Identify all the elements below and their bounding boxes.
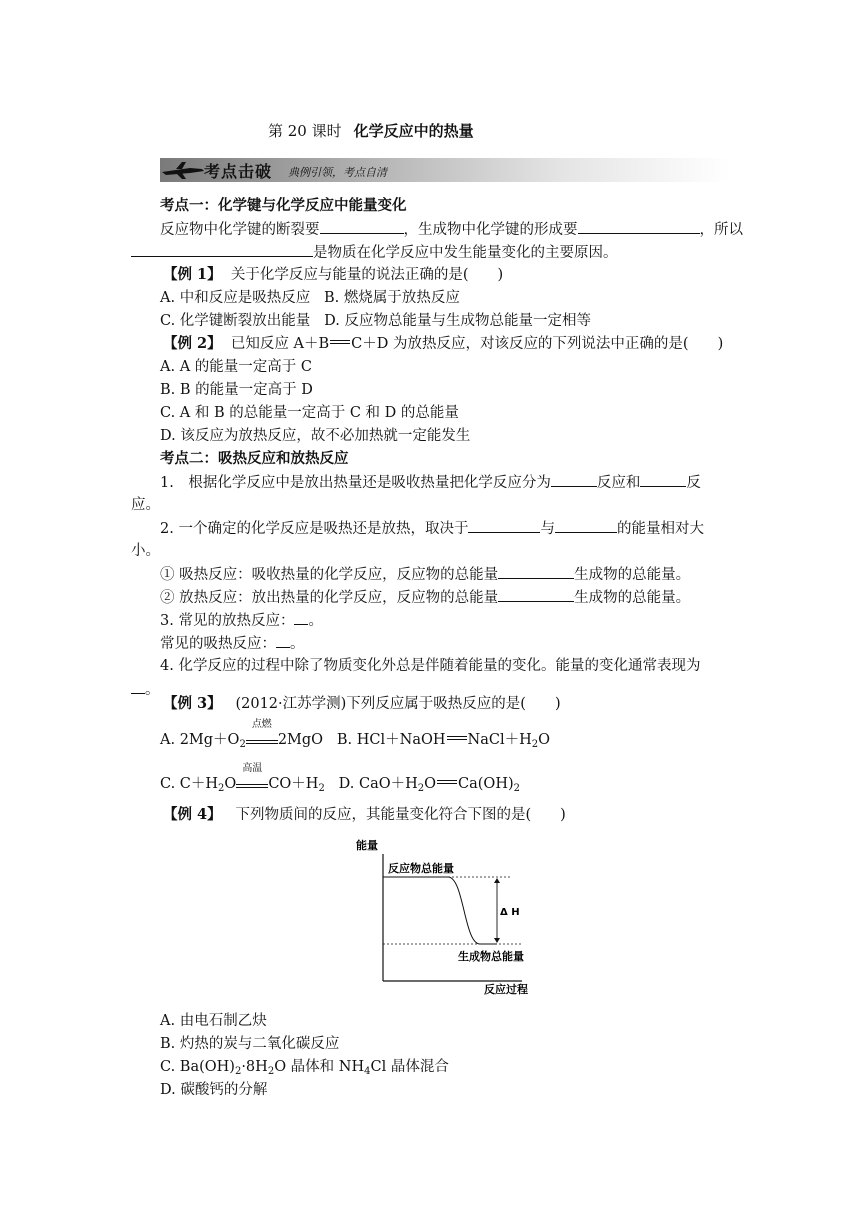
option-d[interactable]: D. $CaO+H_2O$ $Ca(OH)_2$ xyxy=(338,776,520,794)
delta-h-label: Δ H xyxy=(500,907,520,918)
lesson-number: 第 20 课时 xyxy=(268,122,342,140)
option-c[interactable]: C. 化学键断裂放出能量 xyxy=(160,313,311,329)
y-axis-label: 能量 xyxy=(356,839,378,852)
ex4-option-c[interactable]: C. $Ba(OH)_2\cdot 8H_2O$ 晶体和 $NH_4Cl$ 晶体混合 xyxy=(160,1059,449,1077)
ex4-question: 【例 4】 下列物质间的反应，其能量变化符合下图的是( ) xyxy=(163,806,566,823)
ex4-option-b[interactable]: B. 灼热的炭与二氧化碳反应 xyxy=(160,1036,340,1052)
equals-sign xyxy=(330,340,350,344)
product-energy-label: 生成物总能量 xyxy=(458,950,524,963)
ex1-question: 【例 1】 关于化学反应与能量的说法正确的是( ) xyxy=(163,266,504,283)
ex2-option-a[interactable]: A. A 的能量一定高于 C xyxy=(160,359,312,375)
ex3-options-cd xyxy=(160,763,520,799)
kp2-endothermic: ① 吸热反应：吸收热量的化学反应，反应物的总能量 生成物的总能量。 xyxy=(160,564,690,585)
ex2-question: 【例 2】 已知反应 A＋B C＋D 为放热反应，对该反应的下列说法中正确的是( ) xyxy=(163,335,724,352)
answer-blank[interactable] xyxy=(131,242,313,257)
kp2-p1: 1. 根据化学反应中是放出热量还是吸收热量把化学反应分为 反应和 反 xyxy=(160,472,701,493)
kp2-p4: 4. 化学反应的过程中除了物质变化外总是伴随着能量的变化。能量的变化通常表现为 xyxy=(160,658,701,674)
ex2-option-d[interactable]: D. 该反应为放热反应，故不必加热就一定能发生 xyxy=(160,428,471,444)
section-banner xyxy=(160,158,730,182)
ex3-options-ab xyxy=(160,719,550,755)
ex1-options-ab xyxy=(160,288,460,308)
kp1-line1: 反应物中化学键的断裂要 ，生成物中化学键的形成要 ，所以 xyxy=(160,219,743,240)
ex3-question: 【例 3】 (2012·江苏学测)下列反应属于吸热反应的是( ) xyxy=(163,695,561,712)
condition-label: 高温 xyxy=(242,763,263,774)
option-b[interactable]: B. HCl＋NaOH $NaCl+H_2O$ xyxy=(336,732,550,750)
ex4-option-a[interactable]: A. 由电石制乙炔 xyxy=(160,1013,267,1029)
kp2-heading: 考点二：吸热反应和放热反应 xyxy=(160,450,349,467)
kp2-p4-end: 。 xyxy=(131,679,160,700)
jet-icon xyxy=(160,160,206,180)
kp1-line2: 是物质在化学反应中发生能量变化的主要原因。 xyxy=(131,242,618,263)
ex1-options-cd xyxy=(160,311,591,331)
kp2-p2: 2. 一个确定的化学反应是吸热还是放热，取决于 与 的能量相对大 xyxy=(160,518,704,539)
answer-blank[interactable] xyxy=(578,219,700,234)
answer-blank[interactable] xyxy=(555,518,617,533)
answer-blank[interactable] xyxy=(498,564,574,579)
reactant-energy-label: 反应物总能量 xyxy=(388,862,454,875)
lesson-name: 化学反应中的热量 xyxy=(353,122,474,140)
answer-blank[interactable] xyxy=(498,587,574,602)
x-axis-label: 反应过程 xyxy=(484,983,528,996)
energy-curve xyxy=(448,877,497,944)
arrow-up-icon xyxy=(494,878,500,883)
option-c[interactable]: C. $C+H_2O$ 高温 $CO+H_2$ xyxy=(160,763,325,794)
kp1-heading: 考点一：化学键与化学反应中能量变化 xyxy=(160,197,407,214)
answer-blank[interactable] xyxy=(551,472,597,487)
ex2-option-b[interactable]: B. B 的能量一定高于 D xyxy=(160,382,313,398)
answer-blank[interactable] xyxy=(640,472,686,487)
arrow-down-icon xyxy=(494,938,500,943)
answer-blank[interactable] xyxy=(131,679,145,694)
option-a[interactable]: A. 中和反应是吸热反应 xyxy=(160,290,311,306)
kp2-p2-end: 小。 xyxy=(131,543,160,559)
answer-blank[interactable] xyxy=(294,610,308,625)
kp2-p3-endo: 常见的吸热反应： 。 xyxy=(160,633,305,654)
banner-subtitle: 典例引领，考点自清 xyxy=(288,166,387,179)
option-a[interactable]: A. $2Mg+O_2$ 点燃 2MgO xyxy=(160,719,324,750)
option-b[interactable]: B. 燃烧属于放热反应 xyxy=(324,290,460,306)
lesson-title xyxy=(268,120,474,141)
ex2-option-c[interactable]: C. A 和 B 的总能量一定高于 C 和 D 的总能量 xyxy=(160,405,459,421)
banner-title: 考点击破 xyxy=(204,162,273,181)
condition-label: 点燃 xyxy=(251,719,272,730)
answer-blank[interactable] xyxy=(276,633,290,648)
answer-blank[interactable] xyxy=(468,518,540,533)
answer-blank[interactable] xyxy=(320,219,404,234)
kp2-exothermic: ② 放热反应：放出热量的化学反应，反应物的总能量 生成物的总能量。 xyxy=(160,587,690,608)
ex4-option-d[interactable]: D. 碳酸钙的分解 xyxy=(160,1082,268,1098)
kp2-p3-exo: 3. 常见的放热反应： 。 xyxy=(160,610,323,631)
kp2-p1-end: 应。 xyxy=(131,497,160,513)
option-d[interactable]: D. 反应物总能量与生成物总能量一定相等 xyxy=(324,313,591,329)
energy-diagram xyxy=(352,836,542,996)
